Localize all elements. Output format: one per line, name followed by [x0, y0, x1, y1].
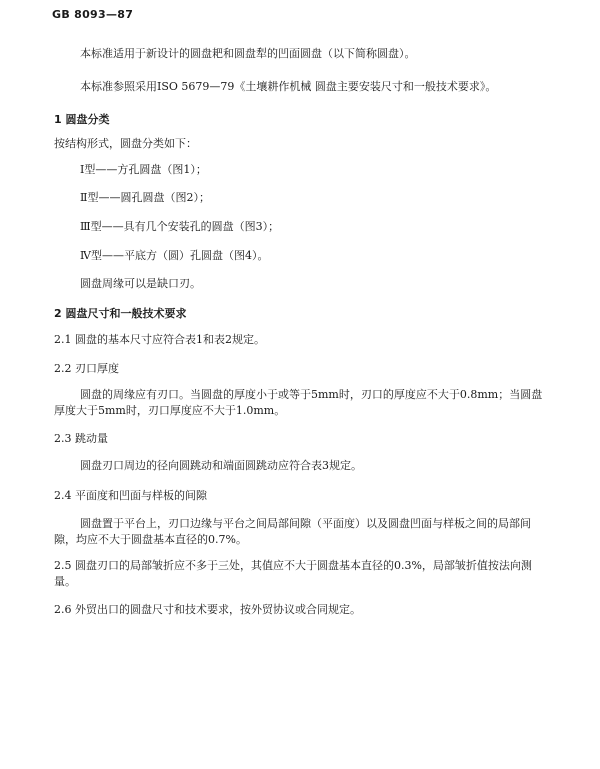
intro-reference-paragraph: 本标准参照采用ISO 5679—79《土壤耕作机械 圆盘主要安装尺寸和一般技术要求》。: [80, 80, 497, 93]
classification-lead: 按结构形式，圆盘分类如下：: [54, 137, 197, 150]
intro-scope-paragraph: 本标准适用于新设计的圆盘耙和圆盘犁的凹面圆盘（以下简称圆盘）。: [80, 47, 416, 60]
clause-2-2-title: 2.2 刃口厚度: [54, 362, 119, 375]
clause-2-6: 2.6 外贸出口的圆盘尺寸和技术要求，按外贸协议或合同规定。: [54, 603, 361, 616]
type-3-item: Ⅲ型——具有几个安装孔的圆盘（图3）；: [80, 220, 280, 233]
notch-edge-note: 圆盘周缘可以是缺口刃。: [80, 277, 201, 290]
type-2-item: Ⅱ型——圆孔圆盘（图2）；: [80, 191, 210, 204]
clause-2-1: 2.1 圆盘的基本尺寸应符合表1和表2规定。: [54, 333, 265, 346]
type-4-item: Ⅳ型——平底方（圆）孔圆盘（图4）。: [80, 249, 269, 262]
section-1-heading: 1 圆盘分类: [54, 113, 110, 126]
clause-2-2-body: 圆盘的周缘应有刃口。当圆盘的厚度小于或等于5mm时，刃口的厚度应不大于0.8mm；当圆盘厚度大于5mm时，刃口厚度应不大于1.0mm。: [54, 388, 543, 417]
clause-2-3-body: 圆盘刃口周边的径向圆跳动和端面圆跳动应符合表3规定。: [80, 459, 362, 472]
clause-2-4-body: 圆盘置于平台上，刃口边缘与平台之间局部间隙（平面度）以及圆盘凹面与样板之间的局部间隙，均应不大于圆盘基本直径的0.7%。: [54, 517, 531, 546]
standard-number-header: GB 8093—87: [52, 8, 134, 21]
clause-2-5: 2.5 圆盘刃口的局部皱折应不多于三处，其值应不大于圆盘基本直径的0.3%，局部皱折值按法向测量。: [54, 559, 532, 588]
type-1-item: Ⅰ型——方孔圆盘（图1）；: [80, 163, 207, 176]
clause-2-4-title: 2.4 平面度和凹面与样板的间隙: [54, 489, 207, 502]
clause-2-3-title: 2.3 跳动量: [54, 432, 108, 445]
section-2-heading: 2 圆盘尺寸和一般技术要求: [54, 307, 187, 320]
